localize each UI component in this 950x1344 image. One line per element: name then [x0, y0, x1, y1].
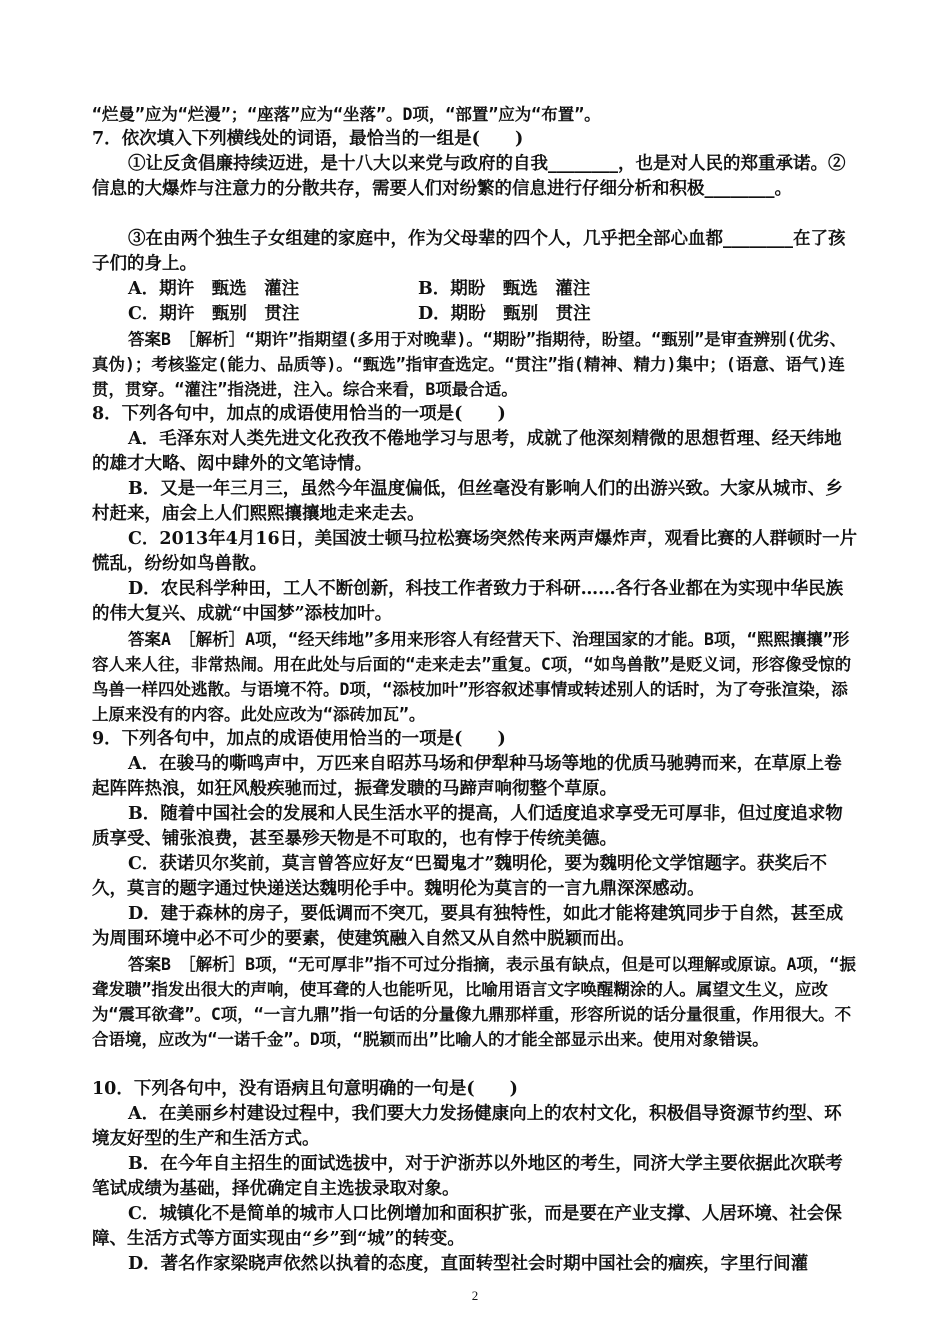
question-10-option-d: D．著名作家梁晓声依然以执着的态度，直面转型社会时期中国社会的痼疾，字里行间灌 — [128, 1254, 809, 1274]
option-c: C．期许 甄别 贯注 — [128, 304, 300, 324]
question-8-option-a: A．毛泽东对人类先进文化孜孜不倦地学习与思考，成就了他深刻精微的思想哲理、经天纬地的雄才大略、闳中肆外的文笔诗情。 — [92, 429, 842, 474]
question-8-option-b: B．又是一年三月三，虽然今年温度偏低，但丝毫没有影响人们的出游兴致。大家从城市、乡村赶来，庙会上人们熙熙攘攘地走来走去。 — [92, 479, 843, 524]
question-10-option-c: C．城镇化不是简单的城市人口比例增加和面积扩张，而是要在产业支撑、人居环境、社会保障、生活方式等方面实现由“乡”到“城”的转变。 — [92, 1204, 842, 1249]
question-8-answer: 答案A ［解析］A项，“经天纬地”多用来形容人有经营天下、治理国家的才能。B项，“熙熙攘攘”形容人来人往，非常热闹。用在此处与后面的“走来走去”重复。C项，“如鸟兽散”是贬义词，形容像受惊的鸟兽一样四处逃散。与语境不符。D项，“添枝加叶”形容叙述事情或转述别人的话时，为了夸张渲染，添上原来没有的内容。此处应改为“添砖加瓦”。 — [92, 630, 852, 724]
question-7-stem: 7．依次填入下列横线处的词语，最恰当的一组是( ) — [92, 129, 524, 149]
question-7-sentence-1: ①让反贪倡廉持续迈进，是十八大以来党与政府的自我________，也是对人民的郑重承诺。②信息的大爆炸与注意力的分散共存，需要人们对纷繁的信息进行仔细分析和积极________。 — [92, 154, 846, 199]
question-7-options — [128, 277, 591, 327]
option-b: B．期盼 甄选 灌注 — [418, 279, 591, 299]
question-9-option-a: A．在骏马的嘶鸣声中，万匹来自昭苏马场和伊犁种马场等地的优质马驰骋而来，在草原上卷起阵阵热浪，如狂风般疾驰而过，振聋发聩的马蹄声响彻整个草原。 — [92, 754, 842, 799]
question-10-option-a: A．在美丽乡村建设过程中，我们要大力发扬健康向上的农村文化，积极倡导资源节约型、环境友好型的生产和生活方式。 — [92, 1104, 842, 1149]
question-8-stem: 8．下列各句中，加点的成语使用恰当的一项是( ) — [92, 404, 506, 424]
prev-answer-tail: “烂曼”应为“烂漫”；“座落”应为“坐落”。D项，“部置”应为“布置”。 — [92, 105, 601, 124]
question-9-option-b: B．随着中国社会的发展和人民生活水平的提高，人们适度追求享受无可厚非，但过度追求物质享受、铺张浪费，甚至暴殄天物是不可取的，也有悖于传统美德。 — [92, 804, 843, 849]
question-9-option-d: D．建于森林的房子，要低调而不突兀，要具有独特性，如此才能将建筑同步于自然，甚至成为周围环境中必不可少的要素，使建筑融入自然又从自然中脱颖而出。 — [92, 904, 844, 949]
page-number: 2 — [471, 1288, 479, 1303]
question-7-answer: 答案B ［解析］“期许”指期望(多用于对晚辈)。“期盼”指期待，盼望。“甄别”是审查辨别(优劣、真伪)；考核鉴定(能力、品质等)。“甄选”指审查选定。“贯注”指(精神、精力)集中；(语意、语气)连贯，贯穿。“灌注”指浇进，注入。综合来看，B项最合适。 — [92, 330, 847, 399]
option-d: D．期盼 甄别 贯注 — [418, 304, 591, 324]
question-8-option-d: D．农民科学种田，工人不断创新，科技工作者致力于科研……各行各业都在为实现中华民族的伟大复兴、成就“中国梦”添枝加叶。 — [92, 579, 844, 624]
question-9-answer: 答案B ［解析］B项，“无可厚非”指不可过分指摘，表示虽有缺点，但是可以理解或原谅。A项，“振聋发聩”指发出很大的声响，使耳聋的人也能听见，比喻用语言文字唤醒糊涂的人。属望文生义，应改为“震耳欲聋”。C项，“一言九鼎”指一句话的分量像九鼎那样重，形容所说的话分量很重，作用很大。不合语境，应改为“一诺千金”。D项，“脱颖而出”比喻人的才能全部显示出来。使用对象错误。 — [92, 955, 856, 1049]
question-9-stem: 9．下列各句中，加点的成语使用恰当的一项是( ) — [92, 729, 506, 749]
question-10-stem: 10．下列各句中，没有语病且句意明确的一句是( ) — [92, 1079, 518, 1099]
question-10-option-b: B．在今年自主招生的面试选拔中，对于沪浙苏以外地区的考生，同济大学主要依据此次联考笔试成绩为基础，择优确定自主选拔录取对象。 — [92, 1154, 843, 1199]
question-7-sentence-2: ③在由两个独生子女组建的家庭中，作为父母辈的四个人，几乎把全部心血都________在了孩子们的身上。 — [92, 229, 846, 274]
question-9-option-c: C．获诺贝尔奖前，莫言曾答应好友“巴蜀鬼才”魏明伦，要为魏明伦文学馆题字。获奖后不久，莫言的题字通过快递送达魏明伦手中。魏明伦为莫言的一言九鼎深深感动。 — [92, 854, 828, 899]
option-a: A．期许 甄选 灌注 — [128, 279, 300, 299]
question-8-option-c: C．2013年4月16日，美国波士顿马拉松赛场突然传来两声爆炸声，观看比赛的人群顿时一片慌乱，纷纷如鸟兽散。 — [92, 529, 858, 574]
